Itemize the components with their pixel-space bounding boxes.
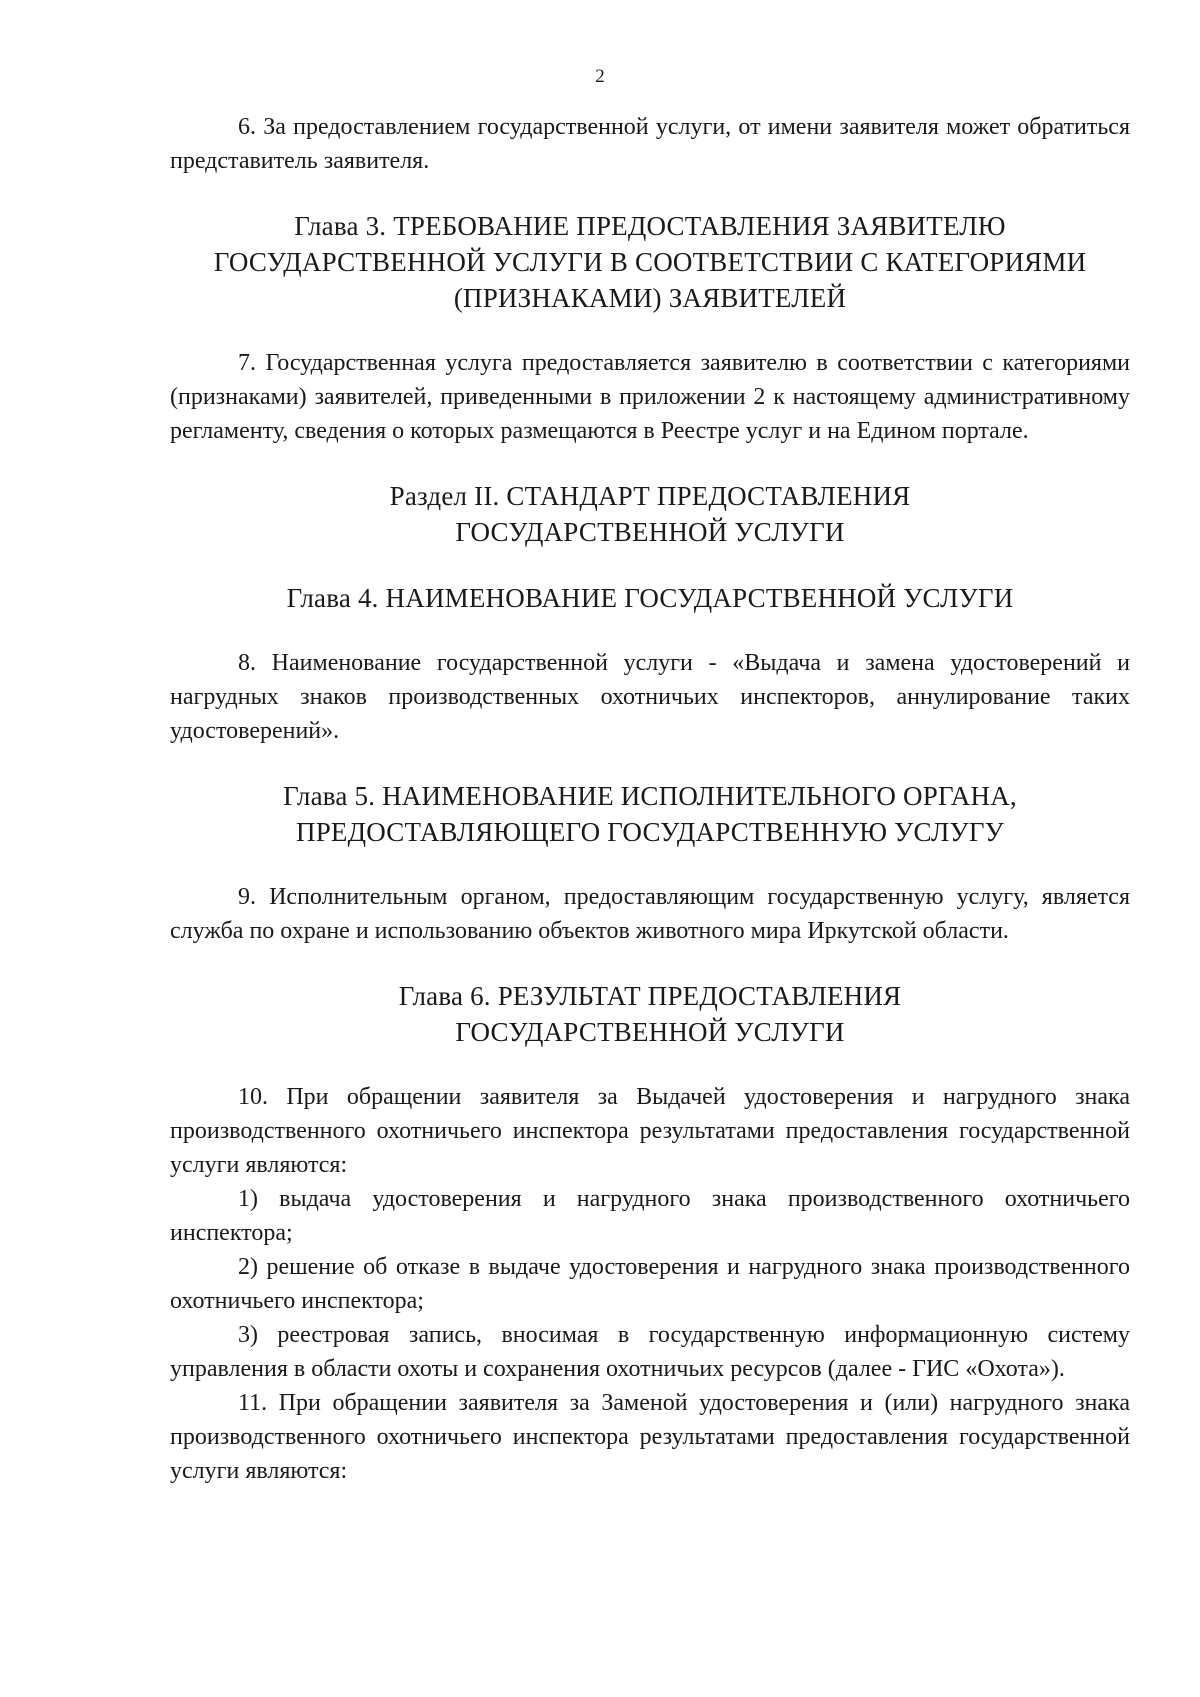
paragraph-10-item-3: 3) реестровая запись, вносимая в государственную информационную систему управления в области охоты и сохранения охотничьих ресурсов (далее - ГИС «Охота»).	[170, 1322, 1130, 1382]
paragraph-10-item-2: 2) решение об отказе в выдаче удостоверения и нагрудного знака производственного охотничьего инспектора;	[170, 1254, 1130, 1314]
section-2-heading: Раздел II. СТАНДАРТ ПРЕДОСТАВЛЕНИЯ ГОСУДАРСТВЕННОЙ УСЛУГИ	[389, 481, 911, 547]
chapter-3-heading: Глава 3. ТРЕБОВАНИЕ ПРЕДОСТАВЛЕНИЯ ЗАЯВИТЕЛЮ ГОСУДАРСТВЕННОЙ УСЛУГИ В СООТВЕТСТВИИ С КАТЕГОРИЯМИ (ПРИЗНАКАМИ) ЗАЯВИТЕЛЕЙ	[213, 211, 1087, 313]
paragraph-10: 10. При обращении заявителя за Выдачей удостоверения и нагрудного знака производственного охотничьего инспектора результатами предоставления государственной услуги являются:	[170, 1084, 1130, 1178]
paragraph-6: 6. За предоставлением государственной услуги, от имени заявителя может обратиться представитель заявителя.	[170, 114, 1130, 174]
chapter-4-heading: Глава 4. НАИМЕНОВАНИЕ ГОСУДАРСТВЕННОЙ УСЛУГИ	[286, 583, 1014, 613]
paragraph-11: 11. При обращении заявителя за Заменой удостоверения и (или) нагрудного знака производственного охотничьего инспектора результатами предоставления государственной услуги являются:	[170, 1390, 1130, 1484]
chapter-5-heading: Глава 5. НАИМЕНОВАНИЕ ИСПОЛНИТЕЛЬНОГО ОРГАНА, ПРЕДОСТАВЛЯЮЩЕГО ГОСУДАРСТВЕННУЮ УСЛУГУ	[283, 781, 1017, 847]
paragraph-7: 7. Государственная услуга предоставляется заявителю в соответствии с категориями (признаками) заявителей, приведенными в приложении 2 к настоящему административному регламенту, сведения о которых размещаются в Реестре услуг и на Едином портале.	[170, 350, 1130, 444]
paragraph-8: 8. Наименование государственной услуги - «Выдача и замена удостоверений и нагрудных знаков производственных охотничьих инспекторов, аннулирование таких удостоверений».	[170, 650, 1130, 744]
chapter-6-heading: Глава 6. РЕЗУЛЬТАТ ПРЕДОСТАВЛЕНИЯ ГОСУДАРСТВЕННОЙ УСЛУГИ	[398, 981, 902, 1047]
paragraph-9: 9. Исполнительным органом, предоставляющим государственную услугу, является служба по охране и использованию объектов животного мира Иркутской области.	[170, 884, 1130, 944]
document-body	[170, 110, 1130, 1488]
paragraph-10-item-1: 1) выдача удостоверения и нагрудного знака производственного охотничьего инспектора;	[170, 1186, 1130, 1246]
page-number: 2	[595, 66, 605, 87]
